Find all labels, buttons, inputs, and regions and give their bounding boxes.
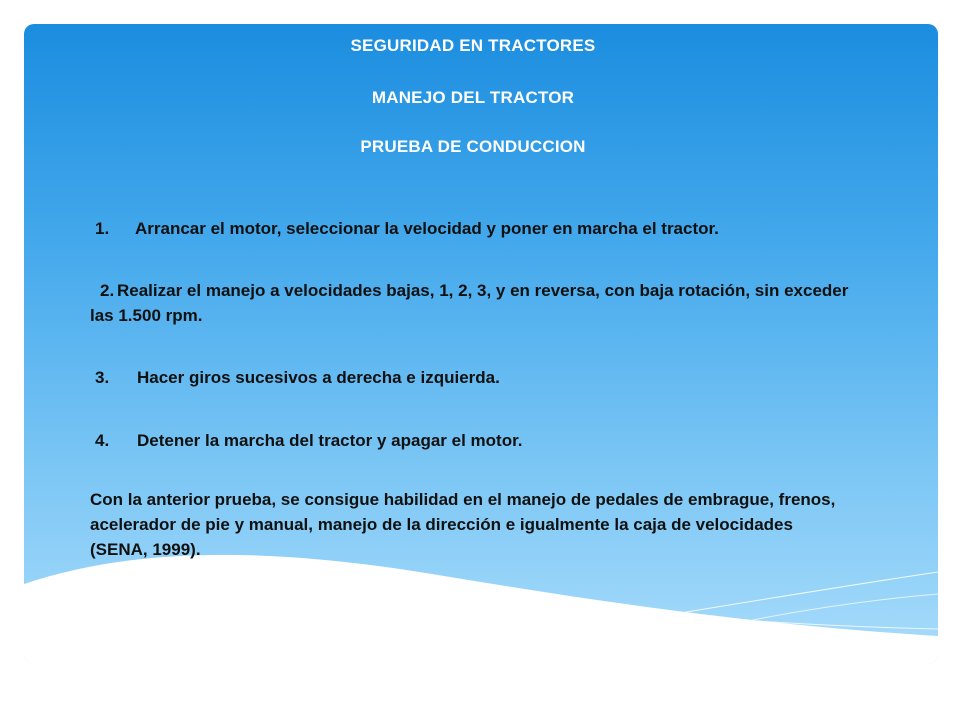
step-4-number: 4. bbox=[95, 431, 110, 450]
subtitle: MANEJO DEL TRACTOR bbox=[371, 88, 575, 107]
section-title: PRUEBA DE CONDUCCION bbox=[360, 137, 586, 156]
step-1-text: Arrancar el motor, seleccionar la velocidad y poner en marcha el tractor. bbox=[135, 219, 719, 238]
main-title: SEGURIDAD EN TRACTORES bbox=[350, 36, 596, 55]
step-2-text: Realizar el manejo a velocidades bajas, 1, 2, 3, y en reversa, con baja rotación, sin exceder las 1.500 rpm. bbox=[90, 281, 849, 325]
step-2-number: 2. bbox=[100, 281, 115, 300]
step-3-text: Hacer giros sucesivos a derecha e izquierda. bbox=[137, 368, 500, 387]
conclusion-paragraph: Con la anterior prueba, se consigue habilidad en el manejo de pedales de embrague, frenos, acelerador de pie y manual, manejo de la dirección e igualmente la caja de velocidades (SENA, 1999). bbox=[90, 490, 836, 559]
step-3-number: 3. bbox=[95, 368, 110, 387]
step-1-number: 1. bbox=[95, 219, 110, 238]
step-4-text: Detener la marcha del tractor y apagar el motor. bbox=[137, 431, 523, 450]
step-3 bbox=[95, 365, 895, 390]
step-1 bbox=[95, 216, 895, 241]
step-2 bbox=[90, 278, 870, 328]
step-4 bbox=[95, 428, 895, 453]
